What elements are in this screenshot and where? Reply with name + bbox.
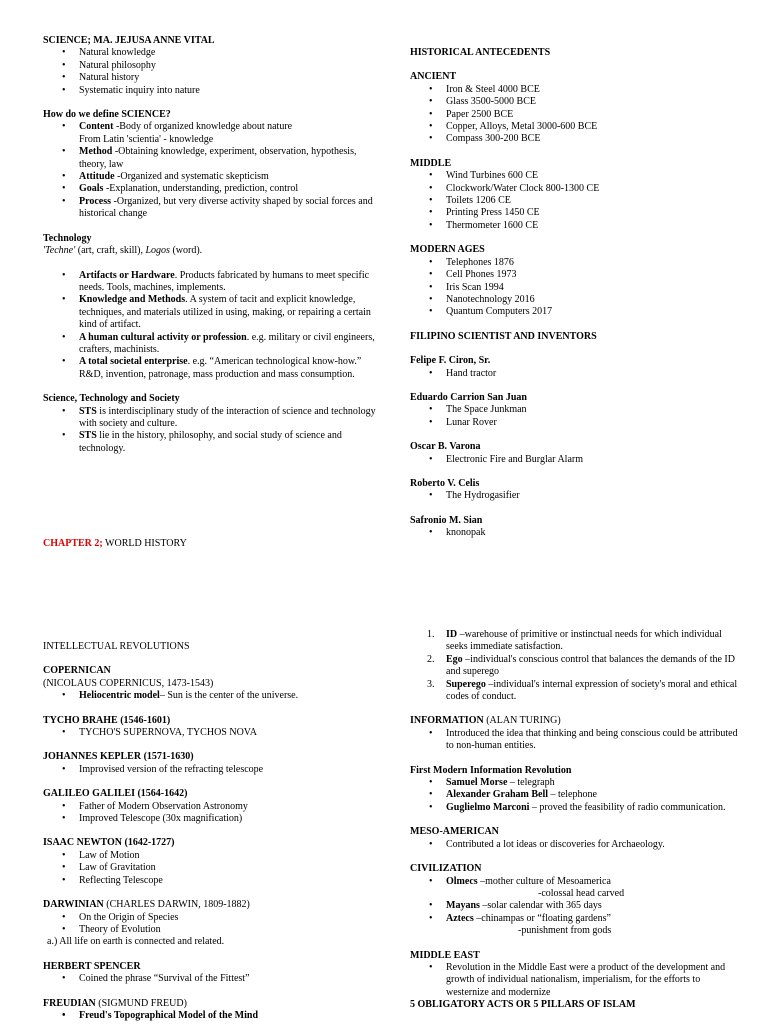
list-item: • Electronic Fire and Burglar Alarm: [446, 454, 745, 466]
list-item: • Natural history: [79, 72, 378, 84]
meso-heading: MESO-AMERICAN: [410, 826, 499, 838]
list-item: • Natural knowledge: [79, 47, 378, 59]
list-item: • The Hydrogasifier: [446, 490, 745, 502]
technology-etymology: 'Techne' (art, craft, skill), Logos (word).: [43, 245, 203, 257]
spencer-heading: HERBERT SPENCER: [43, 960, 141, 972]
list-item: • Father of Modern Observation Astronomy: [79, 801, 378, 813]
define-heading: How do we define SCIENCE?: [43, 109, 171, 121]
freud-model-list: [410, 629, 745, 703]
list-item: • STS is interdisciplinary study of the interaction of science and technology with society and culture.: [79, 406, 378, 431]
filipino-heading: FILIPINO SCIENTIST AND INVENTORS: [410, 330, 597, 342]
list-item: • Quantum Computers 2017: [446, 306, 745, 318]
list-item: • Improved Telescope (30x magnification): [79, 813, 378, 825]
list-item: • Content -Body of organized knowledge about nature From Latin 'scientia' - knowledge: [79, 121, 378, 146]
list-item: • Glass 3500-5000 BCE: [446, 96, 745, 108]
list-item: • TYCHO'S SUPERNOVA, TYCHOS NOVA: [79, 727, 378, 739]
list-item: • Telephones 1876: [446, 257, 745, 269]
list-item: • Attitude -Organized and systematic skepticism: [79, 171, 378, 183]
list-item: • Systematic inquiry into nature: [79, 85, 378, 97]
list-item: • Heliocentric model– Sun is the center of the universe.: [79, 690, 378, 702]
list-item: 2. Ego –individual's conscious control that balances the demands of the ID and superego: [427, 653, 735, 678]
list-item: • Reflecting Telescope: [79, 875, 378, 887]
list-item: 3. Superego –individual's internal expression of society's moral and ethical codes of conduct.: [427, 678, 738, 703]
list-item: • Toilets 1206 CE: [446, 195, 745, 207]
list-item: • Samuel Morse – telegraph: [446, 777, 745, 789]
list-item: • Wind Turbines 600 CE: [446, 170, 745, 182]
list-item: • Freud's Topographical Model of the Mind: [79, 1010, 378, 1022]
inventor-name: Safronio M. Sian: [410, 514, 483, 526]
tycho-heading: TYCHO BRAHE (1546-1601): [43, 714, 171, 726]
inventor-name: Oscar B. Varona: [410, 441, 481, 453]
sts-heading: Science, Technology and Society: [43, 393, 180, 405]
list-item: • Revolution in the Middle East were a product of the development and growth of individual nationalism, imperialism, for the efforts to westernize and modernize: [446, 962, 745, 999]
list-item: • Thermometer 1600 CE: [446, 220, 745, 232]
list-item: • Paper 2500 BCE: [446, 109, 745, 121]
information-heading: INFORMATION (ALAN TURING): [410, 715, 561, 727]
list-item: • STS lie in the history, philosophy, and social study of science and technology.: [79, 430, 378, 455]
list-item: • Process -Organized, but very diverse activity shaped by social forces and historical change: [79, 196, 378, 221]
pillars-heading: 5 OBLIGATORY ACTS OR 5 PILLARS OF ISLAM: [410, 999, 636, 1011]
list-item: • Hand tractor: [446, 368, 745, 380]
list-item: • Alexander Graham Bell – telephone: [446, 789, 745, 801]
darwin-note: a.) All life on earth is connected and related.: [47, 936, 225, 948]
list-item: • Coined the phrase “Survival of the Fittest”: [79, 973, 378, 985]
list-item: • Contributed a lot ideas or discoveries for Archaeology.: [446, 839, 745, 851]
newton-heading: ISAAC NEWTON (1642-1727): [43, 837, 175, 849]
list-item: • A human cultural activity or profession. e.g. military or civil engineers, crafters, machinists.: [79, 332, 378, 357]
list-item: • Cell Phones 1973: [446, 269, 745, 281]
list-item: • Aztecs –chinampas or “floating gardens” -punishment from gods: [446, 913, 745, 938]
list-item: • knonopak: [446, 527, 745, 539]
list-item: • Compass 300-200 BCE: [446, 133, 745, 145]
middle-list: [410, 170, 745, 232]
list-item: • Method -Obtaining knowledge, experiment, observation, hypothesis, theory, law: [79, 146, 378, 171]
list-item: • A total societal enterprise. e.g. “American technological know-how.” R&D, invention, patronage, mass production and mass consumption.: [79, 356, 378, 381]
list-item: • Introduced the idea that thinking and being conscious could be attributed to non-human entities.: [446, 728, 745, 753]
inventor-name: Roberto V. Celis: [410, 477, 480, 489]
list-item: • Copper, Alloys, Metal 3000-600 BCE: [446, 121, 745, 133]
technology-heading: Technology: [43, 232, 92, 244]
list-item: • Olmecs –mother culture of Mesoamerica -colossal head carved: [446, 876, 745, 901]
list-item: • Lunar Rover: [446, 417, 745, 429]
page2-right-column: [410, 629, 745, 1012]
list-item: • On the Origin of Species: [79, 912, 378, 924]
first-revolution-heading: First Modern Information Revolution: [410, 764, 572, 776]
kepler-heading: JOHANNES KEPLER (1571-1630): [43, 751, 194, 763]
antecedents-title: HISTORICAL ANTECEDENTS: [410, 47, 551, 58]
list-item: • Guglielmo Marconi – proved the feasibility of radio communication.: [446, 802, 745, 814]
list-item: • Iron & Steel 4000 BCE: [446, 84, 745, 96]
list-item: • Printing Press 1450 CE: [446, 207, 745, 219]
civilization-heading: CIVILIZATION: [410, 863, 482, 875]
list-item: • Natural philosophy: [79, 60, 378, 72]
chapter-heading: CHAPTER 2; WORLD HISTORY: [43, 538, 187, 549]
intellectual-revolutions-title: INTELLECTUAL REVOLUTIONS: [43, 641, 190, 652]
middle-east-heading: MIDDLE EAST: [410, 949, 480, 961]
define-list: [43, 121, 378, 220]
list-item: • Law of Gravitation: [79, 862, 378, 874]
list-item: 1. ID –warehouse of primitive or instinctual needs for which individual seeks immediate satisfaction.: [427, 629, 722, 653]
technology-list: [43, 270, 378, 382]
list-item: • Mayans –solar calendar with 365 days: [446, 900, 745, 912]
freud-heading: FREUDIAN (SIGMUND FREUD): [43, 997, 187, 1009]
modern-heading: MODERN AGES: [410, 244, 485, 256]
list-item: • Nanotechnology 2016: [446, 294, 745, 306]
middle-heading: MIDDLE: [410, 157, 452, 169]
inventor-name: Felipe F. Ciron, Sr.: [410, 355, 491, 367]
copernican-heading: COPERNICAN: [43, 665, 111, 677]
list-item: • Goals -Explanation, understanding, prediction, control: [79, 183, 378, 195]
list-item: • Knowledge and Methods. A system of tacit and explicit knowledge, techniques, and materials utilized in using, making, or repairing a certain kind of artifact.: [79, 294, 378, 331]
sts-list: [43, 406, 378, 456]
list-item: • Clockwork/Water Clock 800-1300 CE: [446, 183, 745, 195]
list-item: • Artifacts or Hardware. Products fabricated by humans to meet specific needs. Tools, machines, implements.: [79, 270, 378, 295]
modern-list: [410, 257, 745, 319]
list-item: • Theory of Evolution: [79, 924, 378, 936]
list-item: • Law of Motion: [79, 850, 378, 862]
galileo-heading: GALILEO GALILEI (1564-1642): [43, 788, 188, 800]
ancient-list: [410, 84, 745, 146]
science-list: [43, 47, 378, 97]
list-item: • The Space Junkman: [446, 404, 745, 416]
list-item: • Iris Scan 1994: [446, 282, 745, 294]
darwin-heading: DARWINIAN (CHARLES DARWIN, 1809-1882): [43, 899, 250, 911]
page1-left-column: [43, 35, 378, 455]
inventor-name: Eduardo Carrion San Juan: [410, 391, 527, 403]
page1-right-column: [410, 47, 745, 540]
copernican-sub: (NICOLAUS COPERNICUS, 1473-1543): [43, 677, 214, 689]
page2-left-column: [43, 641, 378, 1022]
list-item: • Improvised version of the refracting telescope: [79, 764, 378, 776]
science-title: SCIENCE; MA. JEJUSA ANNE VITAL: [43, 35, 215, 46]
ancient-heading: ANCIENT: [410, 71, 457, 83]
